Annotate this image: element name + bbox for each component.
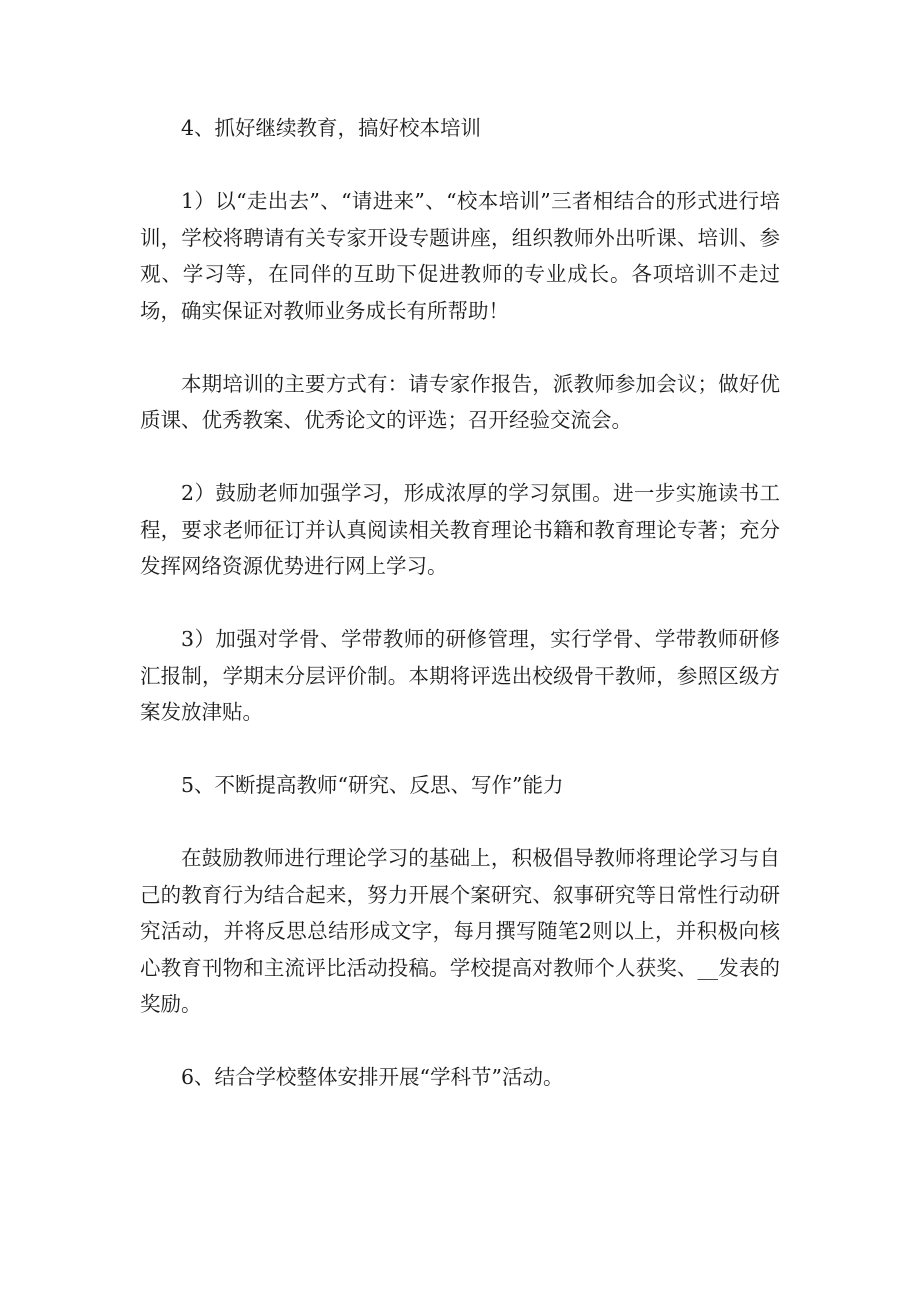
paragraph-encourage-learning: 2）鼓励老师加强学习，形成浓厚的学习氛围。进一步实施读书工程，要求老师征订并认真阅读相关教育理论书籍和教育理论专著；充分发挥网络资源优势进行网上学习。 <box>140 481 780 578</box>
paragraph-training-methods: 本期培训的主要方式有：请专家作报告，派教师参加会议；做好优质课、优秀教案、优秀论文的评选；召开经验交流会。 <box>140 371 780 432</box>
paragraph-research-activities: 在鼓励教师进行理论学习的基础上，积极倡导教师将理论学习与自己的教育行为结合起来，努力开展个案研究、叙事研究等日常性行动研究活动，并将反思总结形成文字，每月撰写随笔2则以上，并积极向核心教育刊物和主流评比活动投稿。学校提高对教师个人获奖、__发表的奖励。 <box>140 846 780 1016</box>
heading-research-reflection-writing: 5、不断提高教师“研究、反思、写作”能力 <box>181 773 564 797</box>
heading-continuing-education: 4、抓好继续教育，搞好校本培训 <box>181 116 482 140</box>
paragraph-backbone-teachers: 3）加强对学骨、学带教师的研修管理，实行学骨、学带教师研修汇报制，学期末分层评价制。本期将评选出校级骨干教师，参照区级方案发放津贴。 <box>140 627 780 724</box>
paragraph-training-format: 1）以“走出去”、“请进来”、“校本培训”三者相结合的形式进行培训，学校将聘请有关专家开设专题讲座，组织教师外出听课、培训、参观、学习等，在同伴的互助下促进教师的专业成长。各项培训不走过场，确实保证对教师业务成长有所帮助！ <box>140 189 780 323</box>
document-page <box>140 110 780 1132</box>
heading-subject-festival: 6、结合学校整体安排开展“学科节”活动。 <box>181 1065 564 1089</box>
